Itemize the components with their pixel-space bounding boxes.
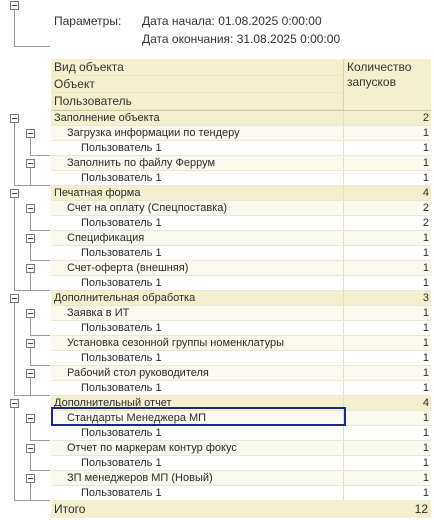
collapse-object-toggle[interactable] <box>26 264 35 273</box>
total-row <box>51 500 431 518</box>
row-count: 1 <box>422 337 429 349</box>
row-label: Установка сезонной группы номенклатуры <box>67 337 285 349</box>
row-count: 1 <box>422 472 429 484</box>
row-label: Счет на оплату (Спецпоставка) <box>67 202 227 214</box>
row-count: 1 <box>422 352 429 364</box>
row-label: Заполнить по файлу Феррум <box>67 157 216 169</box>
row-label: Заявка в ИТ <box>67 307 130 319</box>
outline-line <box>30 243 31 260</box>
row-count: 1 <box>422 127 429 139</box>
row-label: Пользователь 1 <box>81 217 162 229</box>
row-label: Пользователь 1 <box>81 142 162 154</box>
row-count: 1 <box>422 232 429 244</box>
column-divider <box>343 351 344 365</box>
collapse-object-toggle[interactable] <box>26 339 35 348</box>
outline-line <box>14 408 15 500</box>
object-row[interactable] <box>51 156 431 171</box>
row-label: Счет-оферта (внешняя) <box>67 262 189 274</box>
group-row[interactable] <box>51 291 431 306</box>
outline-line <box>30 185 50 186</box>
column-divider <box>343 126 344 140</box>
user-row[interactable] <box>51 321 431 336</box>
row-count: 1 <box>422 412 429 424</box>
row-label: Пользователь 1 <box>81 322 162 334</box>
outline-line <box>14 10 15 46</box>
object-row[interactable] <box>51 336 431 351</box>
outline-line <box>30 155 50 156</box>
outline-line <box>30 365 50 366</box>
row-label: Пользователь 1 <box>81 382 162 394</box>
column-divider <box>343 276 344 290</box>
header-user: Пользователь <box>51 93 343 110</box>
outline-line <box>30 453 31 470</box>
object-row[interactable] <box>51 231 431 246</box>
column-divider <box>343 141 344 155</box>
user-row[interactable] <box>51 456 431 471</box>
row-count: 1 <box>422 262 429 274</box>
outline-line <box>14 46 50 47</box>
column-divider <box>343 201 344 215</box>
column-divider <box>343 186 344 200</box>
outline-line <box>30 348 31 365</box>
column-divider <box>343 441 344 455</box>
outline-line <box>30 213 31 230</box>
collapse-group-toggle[interactable] <box>10 294 19 303</box>
object-row[interactable] <box>51 471 431 486</box>
row-label: Заполнение объекта <box>54 112 160 124</box>
row-label: Рабочий стол руководителя <box>67 367 209 379</box>
params-label: Параметры: <box>54 14 122 28</box>
row-count: 1 <box>422 487 429 499</box>
row-count: 1 <box>422 157 429 169</box>
row-count: 1 <box>422 442 429 454</box>
row-count: 1 <box>422 382 429 394</box>
column-divider <box>343 291 344 305</box>
collapse-object-toggle[interactable] <box>26 159 35 168</box>
row-count: 2 <box>422 202 429 214</box>
object-row[interactable] <box>51 306 431 321</box>
outline-line <box>30 470 50 471</box>
row-label: Печатная форма <box>54 187 141 199</box>
header-object-type: Вид объекта <box>51 59 343 76</box>
selected-cell[interactable] <box>51 407 346 426</box>
row-label: Загрузка информации по тендеру <box>67 127 240 139</box>
outline-line <box>30 230 50 231</box>
row-label: Пользователь 1 <box>81 457 162 469</box>
row-label: Пользователь 1 <box>81 427 162 439</box>
row-count: 4 <box>422 187 429 199</box>
collapse-object-toggle[interactable] <box>26 234 35 243</box>
object-row[interactable] <box>51 366 431 381</box>
column-divider <box>343 486 344 500</box>
outline-line <box>30 423 31 440</box>
row-count: 1 <box>422 307 429 319</box>
row-label: ЗП менеджеров МП (Новый) <box>67 472 213 484</box>
object-row[interactable] <box>51 201 431 216</box>
row-count: 3 <box>422 292 429 304</box>
end-date: Дата окончания: 31.08.2025 0:00:00 <box>142 32 341 46</box>
collapse-group-toggle[interactable] <box>10 189 19 198</box>
outline-line <box>30 138 31 155</box>
group-row[interactable] <box>51 111 431 126</box>
collapse-object-toggle[interactable] <box>26 369 35 378</box>
column-divider <box>343 261 344 275</box>
column-divider <box>343 321 344 335</box>
collapse-object-toggle[interactable] <box>26 309 35 318</box>
outline-line <box>30 290 50 291</box>
outline-line <box>30 483 31 500</box>
row-label: Пользователь 1 <box>81 487 162 499</box>
collapse-object-toggle[interactable] <box>26 474 35 483</box>
row-count: 1 <box>422 427 429 439</box>
outline-line <box>30 168 31 185</box>
row-count: 1 <box>422 142 429 154</box>
user-row[interactable] <box>51 381 431 396</box>
collapse-params-toggle[interactable] <box>10 1 19 10</box>
header-launch-count: Количество запусков <box>347 60 412 89</box>
outline-line <box>14 198 15 290</box>
user-row[interactable] <box>51 246 431 261</box>
user-row[interactable] <box>51 426 431 441</box>
row-label: Дополнительная обработка <box>54 292 196 304</box>
outline-line <box>30 318 31 335</box>
group-row[interactable] <box>51 186 431 201</box>
row-label: Дополнительный отчет <box>54 397 172 409</box>
row-count: 2 <box>422 217 429 229</box>
user-row[interactable] <box>51 486 431 501</box>
row-label: Пользователь 1 <box>81 172 162 184</box>
column-divider <box>343 216 344 230</box>
outline-line <box>30 335 50 336</box>
outline-line <box>30 378 31 395</box>
row-count: 1 <box>422 277 429 289</box>
row-count: 4 <box>422 397 429 409</box>
column-divider <box>343 111 344 125</box>
outline-line <box>30 440 50 441</box>
column-divider <box>343 246 344 260</box>
row-label: Стандарты Менеджера МП <box>67 412 207 424</box>
column-divider <box>343 156 344 170</box>
column-divider <box>343 231 344 245</box>
column-divider <box>343 171 344 185</box>
column-divider <box>343 471 344 485</box>
collapse-object-toggle[interactable] <box>26 129 35 138</box>
column-divider <box>343 336 344 350</box>
row-label: Спецификация <box>67 232 145 244</box>
column-divider <box>343 306 344 320</box>
row-count: 1 <box>422 172 429 184</box>
row-label: Отчет по маркерам контур фокус <box>67 442 237 454</box>
row-label: Пользователь 1 <box>81 352 162 364</box>
collapse-group-toggle[interactable] <box>10 114 19 123</box>
collapse-object-toggle[interactable] <box>26 204 35 213</box>
total-label: Итого <box>54 502 86 516</box>
user-row[interactable] <box>51 351 431 366</box>
start-date: Дата начала: 01.08.2025 0:00:00 <box>142 14 322 28</box>
outline-line <box>30 500 50 501</box>
row-count: 2 <box>422 112 429 124</box>
user-row[interactable] <box>51 171 431 186</box>
row-count: 1 <box>422 247 429 259</box>
outline-line <box>30 273 31 290</box>
row-label: Пользователь 1 <box>81 277 162 289</box>
table-header <box>51 59 431 111</box>
user-row[interactable] <box>51 276 431 291</box>
collapse-object-toggle[interactable] <box>26 444 35 453</box>
column-divider <box>343 366 344 380</box>
column-divider <box>343 381 344 395</box>
tree-outline <box>0 0 50 520</box>
row-count: 1 <box>422 322 429 334</box>
user-row[interactable] <box>51 216 431 231</box>
outline-line <box>14 123 15 185</box>
header-object: Объект <box>51 76 343 93</box>
object-row[interactable] <box>51 261 431 276</box>
outline-line <box>30 395 50 396</box>
outline-line <box>30 260 50 261</box>
object-row[interactable] <box>51 441 431 456</box>
collapse-group-toggle[interactable] <box>10 399 19 408</box>
object-row[interactable] <box>51 126 431 141</box>
row-count: 1 <box>422 457 429 469</box>
total-count: 12 <box>414 502 428 516</box>
user-row[interactable] <box>51 141 431 156</box>
row-label: Пользователь 1 <box>81 247 162 259</box>
row-count: 1 <box>422 367 429 379</box>
column-divider <box>343 456 344 470</box>
outline-line <box>14 303 15 395</box>
column-divider <box>343 426 344 440</box>
collapse-object-toggle[interactable] <box>26 414 35 423</box>
